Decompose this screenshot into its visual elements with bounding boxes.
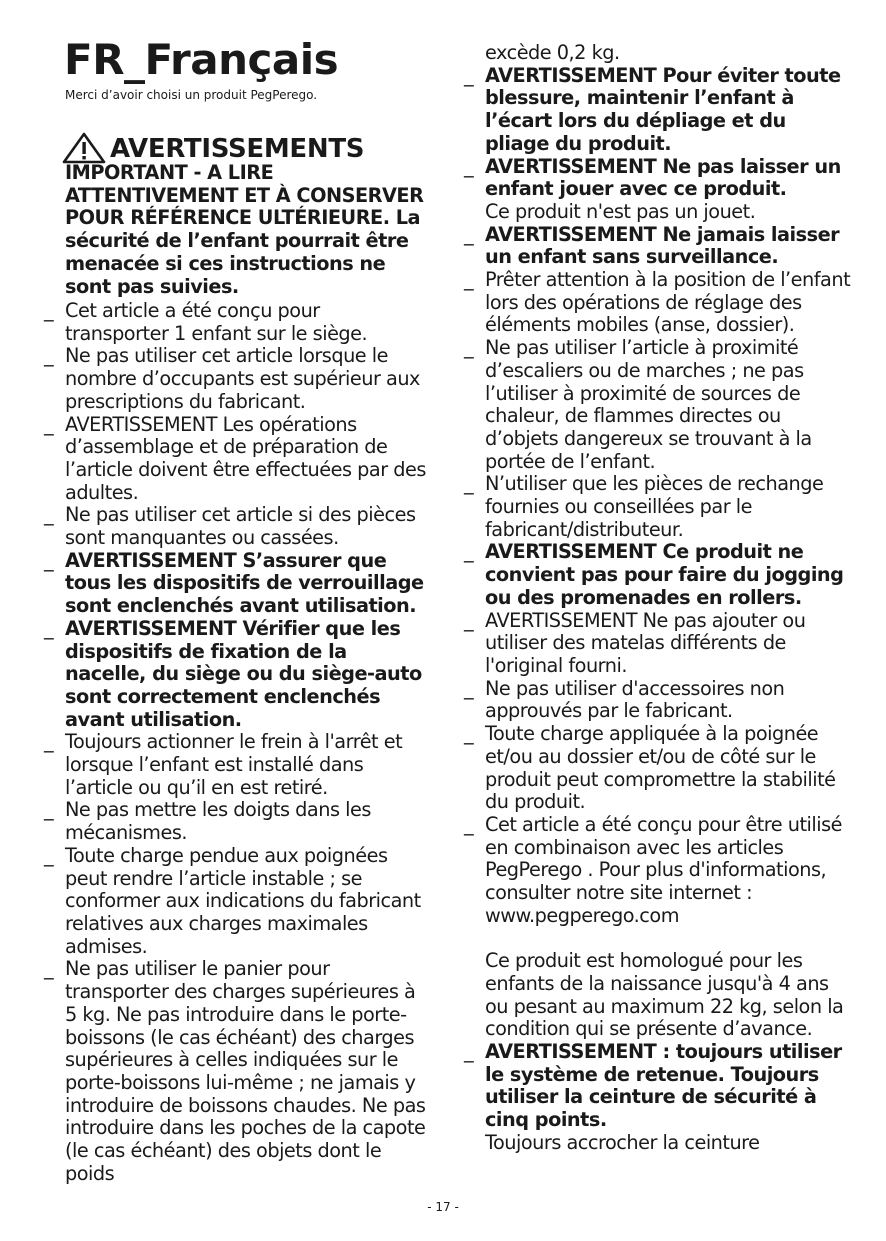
list-item-text: AVERTISSEMENT Ne pas ajouter ou utiliser des matelas différents de l'original fourni. [485,608,806,677]
right-warning-list [464,65,854,928]
list-item [464,678,854,723]
list-item [44,414,428,505]
left-column [44,300,428,1185]
right-column [464,42,854,1154]
list-item-text: Toujours actionner le frein à l'arrêt et lorsque l’enfant est installé dans l’article ou qu’il en est retiré. [65,730,403,799]
list-item-text: N’utiliser que les pièces de rechange fournies ou conseillées par le fabricant/distributeur. [485,472,824,541]
left-warning-list [44,300,428,1185]
list-item-text: Toujours accrocher la ceinture [485,1130,760,1154]
list-item [44,345,428,413]
list-item [464,156,854,224]
homologation-text: Ce produit est homologué pour les enfants de la naissance jusqu'à 4 ans ou pesant au maximum 22 kg, selon la condition qui se présente d’avance. [485,949,844,1041]
continuation-line: excède 0,2 kg. [485,41,620,64]
list-item-text: AVERTISSEMENT Pour éviter toute blessure, maintenir l’enfant à l’écart lors du dépliage et du pliage du produit. [485,63,841,155]
list-item [464,269,854,337]
list-item [44,845,428,959]
list-item-text: Ce produit n'est pas un jouet. [485,199,756,223]
list-item [464,541,854,609]
list-item-text: AVERTISSEMENT Ce produit ne convient pas pour faire du jogging ou des promenades en rollers. [485,540,844,609]
list-item-text: Cet article a été conçu pour être utilisé en combinaison avec les articles PegPerego . Pour plus d'informations, consulter notre site internet : www.pegperego.com [485,812,843,927]
list-item-text: Ne pas utiliser d'accessoires non approuvés par le fabricant. [485,676,785,723]
list-item-text: Ne pas utiliser le panier pour transporter des charges supérieures à 5 kg. Ne pas introduire dans le porte-boissons (le cas échéant) des charges supérieures à celles indiquées sur le porte-boissons lui-même ; ne jamais y introduire de boissons chaudes. Ne pas introduire dans les poches de la capote (le cas échéant) des objets dont le poids [65,957,426,1185]
list-item-text: AVERTISSEMENT Ne jamais laisser un enfant sans surveillance. [485,222,840,269]
list-item [44,731,428,799]
list-item [44,300,428,345]
warnings-heading [62,130,364,164]
list-item [464,473,854,541]
list-item [44,618,428,732]
list-item [44,550,428,618]
list-item [44,799,428,844]
warning-triangle-icon [62,132,106,164]
warnings-intro [65,162,437,298]
list-item [464,1041,854,1155]
homologation-block [464,950,854,1041]
list-item-text: AVERTISSEMENT S’assurer que tous les dispositifs de verrouillage sont enclenchés avant utilisation. [65,548,424,618]
list-item-text: Prêter attention à la position de l’enfant lors des opérations de réglage des éléments mobiles (anse, dossier). [485,268,851,337]
list-item-text: Toute charge appliquée à la poignée et/ou au dossier et/ou de côté sur le produit peut compromettre la stabilité du produit. [485,722,836,814]
list-item [44,504,428,549]
list-item-text: Cet article a été conçu pour transporter 1 enfant sur le siège. [65,299,368,345]
page-title: FR_Français [64,35,339,84]
list-item-text: Ne pas utiliser cet article si des pièces sont manquantes ou cassées. [65,503,416,550]
warnings-intro-text: IMPORTANT - A LIRE ATTENTIVEMENT ET À CONSERVER POUR RÉFÉRENCE ULTÉRIEURE. La sécurité de l’enfant pourrait être menacée si ces instructions ne sont pas suivies. [65,161,424,298]
list-item-text: Toute charge pendue aux poignées peut rendre l’article instable ; se conformer aux indications du fabricant relatives aux charges maximales admises. [65,843,421,958]
page-subtitle: Merci d’avoir choisi un produit PegPerego. [65,88,318,102]
last-warning-list [464,1041,854,1155]
list-item [464,610,854,678]
list-item [464,723,854,814]
list-item [464,224,854,269]
continuation-text [464,42,854,65]
list-item-text: AVERTISSEMENT Les opérations d’assemblage et de préparation de l’article doivent être effectuées par des adultes. [65,412,426,504]
page-number: - 17 - [427,1200,459,1214]
list-item-bold-text: AVERTISSEMENT Ne pas laisser un enfant jouer avec ce produit. [485,154,841,201]
list-item-text: AVERTISSEMENT Vérifier que les dispositifs de fixation de la nacelle, du siège ou du siège-auto sont correctement enclenchés avant utilisation. [65,616,422,731]
list-item-text: Ne pas utiliser l’article à proximité d’escaliers ou de marches ; ne pas l’utiliser à proximité de sources de chaleur, de flammes directes ou d’objets dangereux se trouvant à la portée de l’enfant. [485,336,812,473]
list-item [44,958,428,1185]
list-item [464,65,854,156]
list-item [464,337,854,473]
warnings-title: AVERTISSEMENTS [110,134,365,164]
list-item-text: Ne pas utiliser cet article lorsque le nombre d’occupants est supérieur aux prescriptions du fabricant. [65,344,420,413]
list-item-text: Ne pas mettre les doigts dans les mécanismes. [65,798,371,845]
list-item [464,814,854,928]
list-item-bold-text: AVERTISSEMENT : toujours utiliser le système de retenue. Toujours utiliser la ceinture de sécurité à cinq points. [485,1039,842,1132]
